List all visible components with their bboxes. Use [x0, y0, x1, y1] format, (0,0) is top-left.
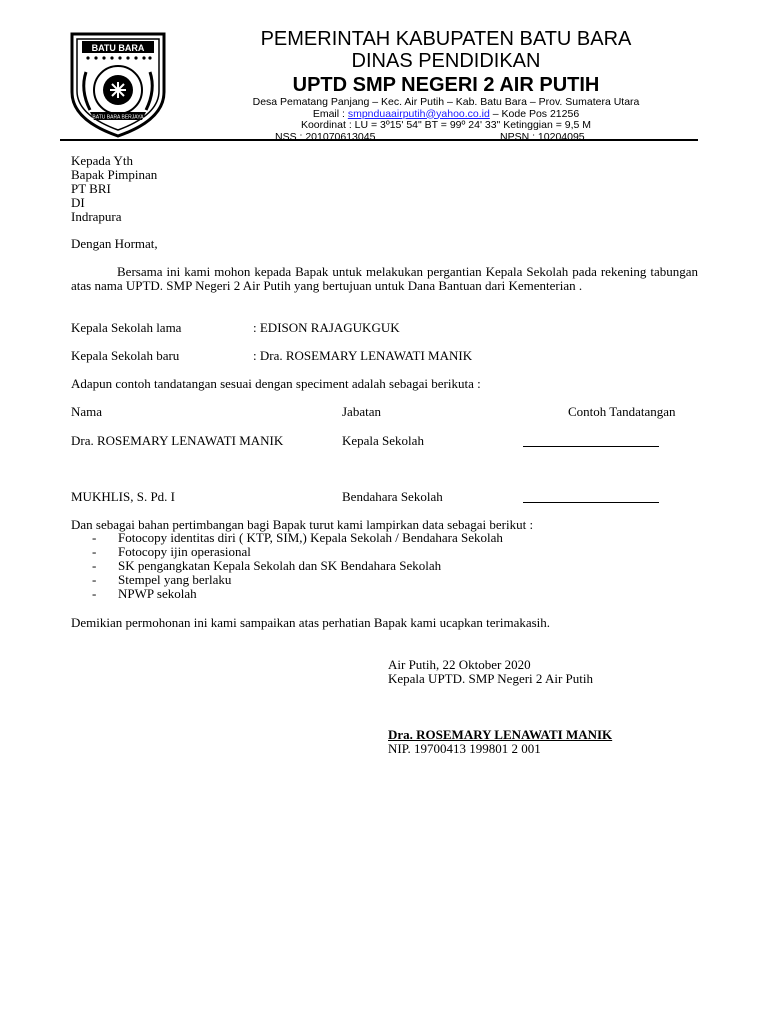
recipient-line: Kepada Yth [71, 153, 133, 168]
list-item-text: Fotocopy identitas diri ( KTP, SIM,) Kepala Sekolah / Bendahara Sekolah [118, 530, 503, 545]
school-address: Desa Pematang Panjang – Kec. Air Putih – Kab. Batu Bara – Prov. Sumatera Utara [252, 96, 640, 108]
table-header-position: Jabatan [342, 404, 381, 419]
list-item [71, 587, 503, 601]
letterhead-divider [60, 139, 698, 141]
logo-top-text: BATU BARA [91, 43, 145, 53]
registration-numbers [170, 132, 722, 144]
government-name: PEMERINTAH KABUPATEN BATU BARA [260, 28, 632, 50]
table-row-position: Kepala Sekolah [342, 433, 424, 448]
table-row-name: Dra. ROSEMARY LENAWATI MANIK [71, 433, 284, 448]
department-name: DINAS PENDIDIKAN [351, 50, 541, 72]
bullet-dash: - [92, 572, 97, 587]
attachments-intro: Dan sebagai bahan pertimbangan bagi Bapak turut kami lampirkan data sebagai berikut : [71, 517, 534, 532]
new-head-label: Kepala Sekolah baru [71, 348, 180, 363]
signatory-nip: NIP. 19700413 199801 2 001 [388, 741, 541, 756]
bullet-dash: - [92, 558, 97, 573]
postal-code: – Kode Pos 21256 [489, 107, 580, 120]
recipient-line: PT BRI [71, 181, 111, 196]
logo-bottom-text: BATU BARA BERJAYA [92, 114, 144, 121]
bullet-dash: - [92, 530, 97, 545]
npsn-number: NPSN : 10204095 [500, 130, 585, 143]
opening-paragraph [71, 265, 698, 293]
list-item-text: Stempel yang berlaku [118, 572, 232, 587]
list-item [71, 531, 503, 545]
closing-sentence: Demikian permohonan ini kami sampaikan atas perhatian Bapak kami ucapkan terimakasih. [71, 615, 551, 630]
greeting: Dengan Hormat, [71, 236, 158, 251]
signature-line [523, 502, 659, 503]
table-header-signature: Contoh Tandatangan [568, 404, 676, 419]
email-prefix: Email : [312, 107, 348, 120]
table-row-name: MUKHLIS, S. Pd. I [71, 489, 176, 504]
table-row-position: Bendahara Sekolah [342, 489, 443, 504]
email-link[interactable]: smpnduaairputih@yahoo.co.id [347, 107, 490, 120]
list-item-text: NPWP sekolah [118, 586, 197, 601]
signature-line [523, 446, 659, 447]
recipient-line: DI [71, 195, 85, 210]
old-head-value: : EDISON RAJAGUKGUK [253, 320, 400, 335]
opening-paragraph-text: Bersama ini kami mohon kepada Bapak untuk melakukan pergantian Kepala Sekolah pada rekening tabungan atas nama UPTD. SMP Negeri 2 Air Putih yang bertujuan untuk Dana Bantuan dari Kementerian . [71, 264, 698, 293]
specimen-intro: Adapun contoh tandatangan sesuai dengan speciment adalah sebagai berikuta : [71, 376, 481, 391]
list-item [71, 559, 503, 573]
bullet-dash: - [92, 586, 97, 601]
batu-bara-logo [60, 28, 176, 140]
recipient-line: Bapak Pimpinan [71, 167, 158, 182]
list-item-text: SK pengangkatan Kepala Sekolah dan SK Bendahara Sekolah [118, 558, 442, 573]
list-item [71, 573, 503, 587]
bullet-dash: - [92, 544, 97, 559]
list-item [71, 545, 503, 559]
list-item-text: Fotocopy ijin operasional [118, 544, 251, 559]
recipient-line: Indrapura [71, 209, 122, 224]
coordinates: Koordinat : LU = 3º15' 54" BT = 99º 24' 33" Ketinggian = 9,5 M [300, 119, 592, 131]
attachments-list [71, 531, 503, 601]
place-date: Air Putih, 22 Oktober 2020 [388, 657, 531, 672]
signatory-name: Dra. ROSEMARY LENAWATI MANIK [388, 727, 613, 742]
school-name: UPTD SMP NEGERI 2 AIR PUTIH [292, 74, 600, 96]
new-head-value: : Dra. ROSEMARY LENAWATI MANIK [253, 348, 473, 363]
letterhead [170, 28, 722, 144]
signatory-title: Kepala UPTD. SMP Negeri 2 Air Putih [388, 671, 593, 686]
old-head-label: Kepala Sekolah lama [71, 320, 182, 335]
table-header-name: Nama [71, 404, 103, 419]
nss-number: NSS : 201070613045 [275, 130, 376, 143]
